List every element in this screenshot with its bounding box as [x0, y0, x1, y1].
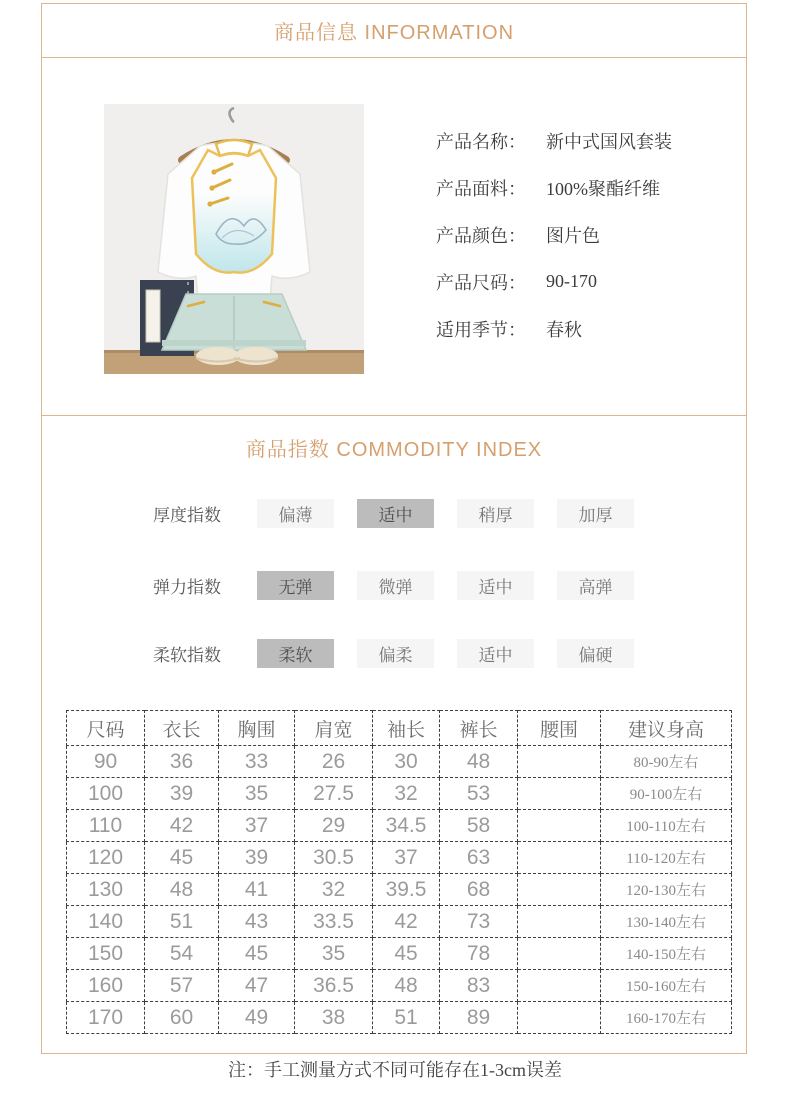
size-table-cell: 27.5 [295, 778, 373, 810]
index-option-chip[interactable]: 偏柔 [357, 639, 434, 668]
size-table-cell: 36.5 [295, 970, 373, 1002]
size-table-cell: 36 [145, 746, 219, 778]
size-table-cell: 33.5 [295, 906, 373, 938]
size-table-cell: 80-90左右 [601, 746, 732, 778]
size-table-cell: 48 [145, 874, 219, 906]
size-table-cell: 37 [219, 810, 295, 842]
size-table-cell: 170 [67, 1002, 145, 1034]
index-option-chip[interactable]: 适中 [357, 499, 434, 528]
size-table-cell: 42 [145, 810, 219, 842]
size-table-head [67, 711, 732, 746]
size-table-row [67, 906, 732, 938]
info-label: 产品颜色： [436, 225, 526, 246]
size-table-cell: 51 [145, 906, 219, 938]
size-table-cell: 41 [219, 874, 295, 906]
index-row [153, 639, 657, 668]
size-table-cell: 33 [219, 746, 295, 778]
size-table-column-header: 尺码 [67, 711, 145, 746]
size-table-cell: 30.5 [295, 842, 373, 874]
size-table-column-header: 腰围 [518, 711, 601, 746]
size-table-cell: 48 [440, 746, 518, 778]
index-option-chip[interactable]: 适中 [457, 571, 534, 600]
size-table-cell [518, 906, 601, 938]
size-table-cell: 140 [67, 906, 145, 938]
size-table-column-header: 裤长 [440, 711, 518, 746]
size-table-cell: 68 [440, 874, 518, 906]
size-table-cell: 60 [145, 1002, 219, 1034]
info-value: 100%聚酯纤维 [546, 178, 660, 199]
size-table-column-header: 袖长 [373, 711, 440, 746]
size-table-cell: 42 [373, 906, 440, 938]
size-table-cell [518, 874, 601, 906]
size-table-cell [518, 1002, 601, 1034]
size-table-cell: 73 [440, 906, 518, 938]
size-table-cell: 45 [145, 842, 219, 874]
size-table-cell: 39.5 [373, 874, 440, 906]
index-row [153, 499, 657, 528]
size-table-cell: 100-110左右 [601, 810, 732, 842]
size-table-cell: 160-170左右 [601, 1002, 732, 1034]
size-table-cell: 34.5 [373, 810, 440, 842]
size-table-cell: 39 [145, 778, 219, 810]
size-table-cell [518, 938, 601, 970]
info-label: 适用季节： [436, 319, 526, 340]
index-row-label: 弹力指数 [153, 578, 221, 597]
size-table-cell: 54 [145, 938, 219, 970]
size-table-header-row [67, 711, 732, 746]
size-table-cell: 47 [219, 970, 295, 1002]
index-option-chip[interactable]: 偏薄 [257, 499, 334, 528]
index-option-chip[interactable]: 无弹 [257, 571, 334, 600]
size-table-cell: 150 [67, 938, 145, 970]
size-table-cell: 38 [295, 1002, 373, 1034]
size-table-column-header: 衣长 [145, 711, 219, 746]
size-table-cell: 110 [67, 810, 145, 842]
size-table-column-header: 肩宽 [295, 711, 373, 746]
index-section-header [42, 416, 746, 478]
size-table-cell: 39 [219, 842, 295, 874]
index-option-chip[interactable]: 适中 [457, 639, 534, 668]
index-option-chip[interactable]: 加厚 [557, 499, 634, 528]
info-label: 产品面料： [436, 178, 526, 199]
size-table-cell [518, 970, 601, 1002]
size-table-row [67, 842, 732, 874]
index-row-label: 厚度指数 [153, 506, 221, 525]
info-value: 春秋 [546, 319, 582, 340]
size-table-cell: 140-150左右 [601, 938, 732, 970]
size-table-cell: 26 [295, 746, 373, 778]
info-label: 产品尺码： [436, 272, 526, 293]
index-row-label: 柔软指数 [153, 646, 221, 665]
size-table-cell: 89 [440, 1002, 518, 1034]
size-table-cell: 78 [440, 938, 518, 970]
info-row-color [436, 211, 736, 258]
info-row-size [436, 258, 736, 305]
size-table-row [67, 1002, 732, 1034]
size-table-cell: 120 [67, 842, 145, 874]
size-table-cell: 130-140左右 [601, 906, 732, 938]
size-table-cell: 130 [67, 874, 145, 906]
size-table-cell: 53 [440, 778, 518, 810]
size-table-cell: 58 [440, 810, 518, 842]
size-table-cell: 35 [219, 778, 295, 810]
size-table-cell: 63 [440, 842, 518, 874]
measurement-note: 注：手工测量方式不同可能存在1-3cm误差 [228, 1060, 562, 1080]
size-table-cell: 49 [219, 1002, 295, 1034]
size-table-cell: 30 [373, 746, 440, 778]
info-label: 产品名称： [436, 131, 526, 152]
info-section [41, 3, 747, 416]
index-row [153, 571, 657, 600]
size-table-cell [518, 810, 601, 842]
size-table-cell: 110-120左右 [601, 842, 732, 874]
size-table-cell: 100 [67, 778, 145, 810]
size-table-cell: 29 [295, 810, 373, 842]
index-option-chip[interactable]: 偏硬 [557, 639, 634, 668]
size-table-cell [518, 778, 601, 810]
size-table-row [67, 874, 732, 906]
index-option-chip[interactable]: 高弹 [557, 571, 634, 600]
size-table-cell: 51 [373, 1002, 440, 1034]
info-value: 图片色 [546, 225, 600, 246]
size-table-cell: 37 [373, 842, 440, 874]
index-option-chip[interactable]: 柔软 [257, 639, 334, 668]
size-table-cell: 43 [219, 906, 295, 938]
index-option-chip[interactable]: 微弹 [357, 571, 434, 600]
size-table-row [67, 938, 732, 970]
size-table-cell: 45 [373, 938, 440, 970]
info-value: 新中式国风套装 [546, 131, 672, 152]
info-row-season [436, 305, 736, 352]
size-table-cell: 90-100左右 [601, 778, 732, 810]
size-table-cell: 35 [295, 938, 373, 970]
size-table-column-header: 建议身高 [601, 711, 732, 746]
size-table-cell: 83 [440, 970, 518, 1002]
size-table-cell [518, 746, 601, 778]
product-info-list [436, 117, 736, 352]
size-table-cell: 45 [219, 938, 295, 970]
index-option-chip[interactable]: 稍厚 [457, 499, 534, 528]
size-table-cell: 90 [67, 746, 145, 778]
size-table-row [67, 778, 732, 810]
size-table-cell: 150-160左右 [601, 970, 732, 1002]
size-table-row [67, 970, 732, 1002]
size-table-cell: 120-130左右 [601, 874, 732, 906]
product-photo [104, 104, 364, 374]
size-table-cell: 57 [145, 970, 219, 1002]
size-table-cell: 32 [295, 874, 373, 906]
product-photo-illustration [104, 104, 364, 374]
size-table-cell: 48 [373, 970, 440, 1002]
size-table-cell [518, 842, 601, 874]
size-table-column-header: 胸围 [219, 711, 295, 746]
size-table-row [67, 746, 732, 778]
info-row-name [436, 117, 736, 164]
size-table-cell: 32 [373, 778, 440, 810]
index-section [41, 415, 747, 1054]
index-section-title: 商品指数 COMMODITY INDEX [245, 438, 543, 461]
size-table-row [67, 810, 732, 842]
size-table-cell: 160 [67, 970, 145, 1002]
info-section-title: 商品信息 INFORMATION [273, 22, 515, 44]
info-row-fabric [436, 164, 736, 211]
info-section-header [42, 4, 746, 58]
size-table [66, 710, 732, 1034]
info-value: 90-170 [546, 271, 597, 291]
size-table-body [67, 746, 732, 1034]
